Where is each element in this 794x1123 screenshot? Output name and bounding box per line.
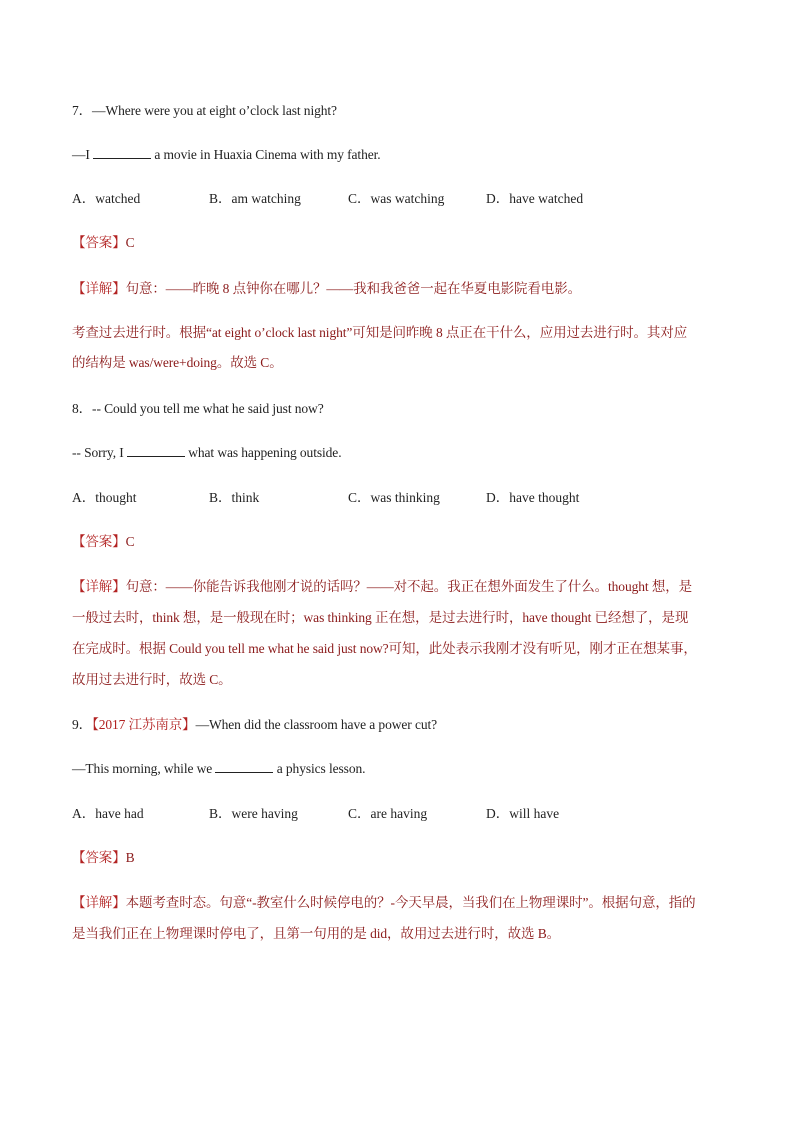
- option-c: C．are having: [348, 806, 428, 821]
- answer-label: 【答案】: [72, 850, 126, 865]
- answer-blank: [93, 146, 151, 159]
- response-suffix: a movie in Huaxia Cinema with my father.: [151, 147, 381, 162]
- option-d: D．have watched: [486, 191, 584, 206]
- question-8-answer: [72, 532, 135, 552]
- option-c: C．was watching: [348, 191, 445, 206]
- response-suffix: what was happening outside.: [184, 445, 342, 460]
- question-8-detail-line-2: 一般过去时，think 想，是一般现在时；was thinking 正在想，是过去进行时，have thought 已经想了，是现: [72, 610, 689, 625]
- answer-blank: [215, 760, 273, 773]
- response-prefix: —I: [72, 147, 94, 162]
- option-a: A．have had: [72, 806, 144, 821]
- answer-blank: [127, 444, 185, 457]
- question-9-stem: [72, 715, 437, 735]
- question-9-response: [72, 759, 365, 779]
- answer-value: B: [125, 850, 135, 865]
- response-prefix: -- Sorry, I: [72, 445, 127, 460]
- detail-label: 【详解】: [72, 579, 126, 594]
- option-b: B．am watching: [209, 191, 301, 206]
- option-a: A．thought: [72, 490, 137, 505]
- detail-text: 句意：——你能告诉我他刚才说的话吗？——对不起。我正在想外面发生了什么。thought 想，是: [125, 579, 693, 594]
- question-number: 9．: [72, 717, 93, 732]
- question-7-extra-line-1: 考查过去进行时。根据“at eight o’clock last night”可知是问昨晚 8 点正在干什么，应用过去进行时。其对应: [72, 325, 688, 340]
- question-7-response: [72, 145, 381, 165]
- detail-text: 本题考查时态。句意“-教室什么时候停电的？-今天早晨，当我们在上物理课时”。根据句意，指的: [125, 895, 696, 910]
- question-8-detail-line-1: [72, 577, 692, 597]
- response-prefix: —This morning, while we: [72, 761, 216, 776]
- option-d: D．have thought: [486, 490, 580, 505]
- answer-label: 【答案】: [72, 534, 126, 549]
- option-c: C．was thinking: [348, 490, 440, 505]
- question-7-detail: [72, 279, 581, 299]
- option-b: B．think: [209, 490, 260, 505]
- question-7-answer: [72, 233, 135, 253]
- question-8-detail-line-3: 在完成时。根据 Could you tell me what he said just now?可知，此处表示我刚才没有听见，刚才正在想某事，: [72, 641, 697, 656]
- question-8-stem: 8．-- Could you tell me what he said just now?: [72, 401, 324, 416]
- detail-label: 【详解】: [72, 895, 126, 910]
- question-7-stem: 7．—Where were you at eight o’clock last night?: [72, 103, 337, 118]
- answer-value: C: [125, 235, 135, 250]
- option-a: A．watched: [72, 191, 141, 206]
- answer-value: C: [125, 534, 135, 549]
- option-d: D．will have: [486, 806, 560, 821]
- question-text: —When did the classroom have a power cut?: [195, 717, 438, 732]
- question-9-answer: [72, 848, 135, 868]
- question-8-detail-line-4: 故用过去进行时，故选 C。: [72, 672, 232, 687]
- answer-label: 【答案】: [72, 235, 126, 250]
- response-suffix: a physics lesson.: [273, 761, 366, 776]
- source-tag: 【2017 江苏南京】: [92, 717, 196, 732]
- detail-label: 【详解】: [72, 281, 126, 296]
- question-8-response: [72, 443, 341, 463]
- question-9-detail-line-2: 是当我们正在上物理课时停电了，且第一句用的是 did，故用过去进行时，故选 B。: [72, 926, 561, 941]
- option-b: B．were having: [209, 806, 298, 821]
- detail-text: 句意：——昨晚 8 点钟你在哪儿？——我和我爸爸一起在华夏电影院看电影。: [125, 281, 582, 296]
- question-7-extra-line-2: 的结构是 was/were+doing。故选 C。: [72, 355, 283, 370]
- question-9-detail-line-1: [72, 893, 696, 913]
